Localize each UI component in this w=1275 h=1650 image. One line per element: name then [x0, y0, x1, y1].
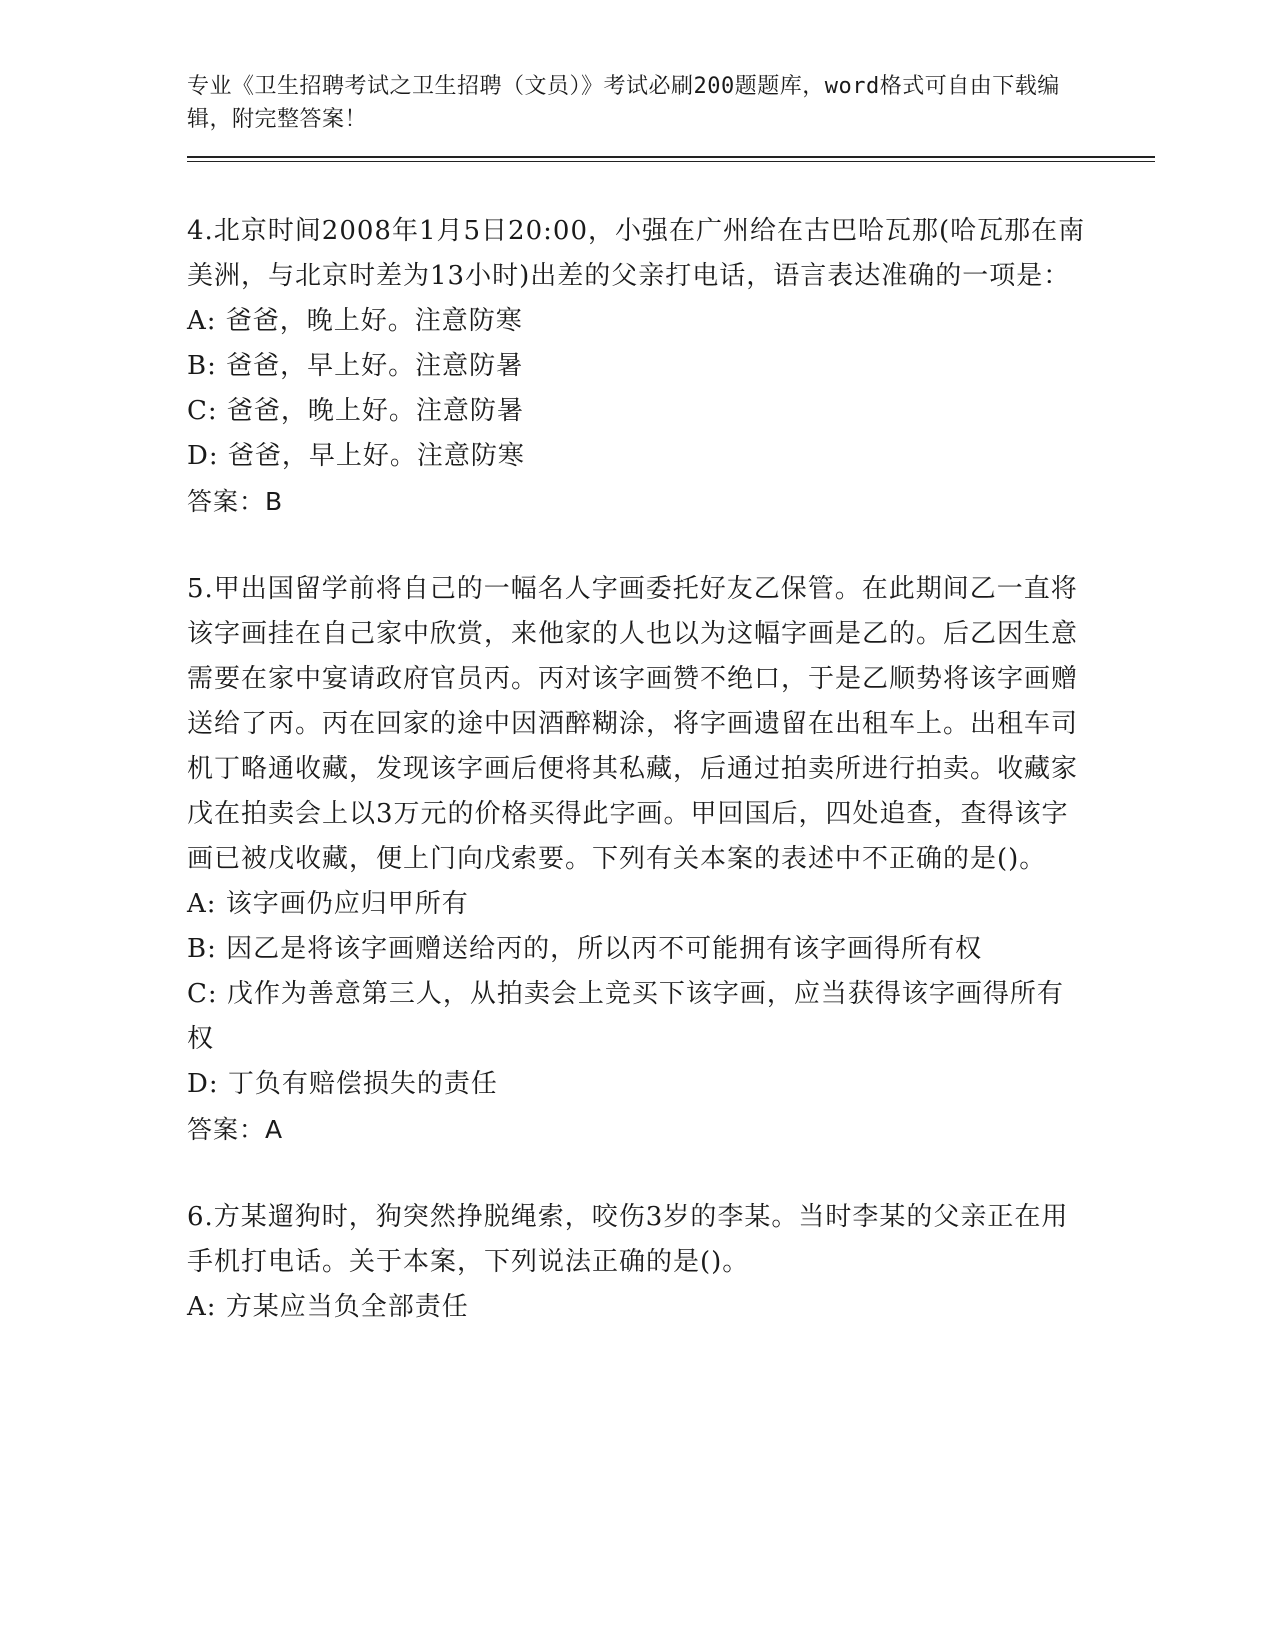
header-rule-thin	[187, 161, 1155, 162]
question-5-option-a: A: 该字画仍应归甲所有	[187, 889, 469, 919]
question-5-stem: 5.甲出国留学前将自己的一幅名人字画委托好友乙保管。在此期间乙一直将该字画挂在自己家中欣赏，来他家的人也以为这幅字画是乙的。后乙因生意需要在家中宴请政府官员丙。丙对该字画赞不绝口，于是乙顺势将该字画赠送给了丙。丙在回家的途中因酒醉糊涂，将字画遗留在出租车上。出租车司机丁略通收藏，发现该字画后便将其私藏，后通过拍卖所进行拍卖。收藏家戊在拍卖会上以3万元的价格买得此字画。甲回国后，四处追查，查得该字画已被戊收藏，便上门向戊索要。下列有关本案的表述中不正确的是()。	[187, 574, 1079, 874]
question-5-option-d: D: 丁负有赔偿损失的责任	[187, 1069, 498, 1099]
question-5-option-c: C: 戊作为善意第三人，从拍卖会上竞买下该字画，应当获得该字画得所有权	[187, 979, 1064, 1054]
question-4-option-b: B: 爸爸，早上好。注意防暑	[187, 351, 524, 381]
question-5-answer: 答案：A	[187, 1115, 284, 1144]
document-header: 专业《卫生招聘考试之卫生招聘（文员）》考试必刷200题题库，word格式可自由下载编辑，附完整答案！	[187, 74, 1060, 132]
question-6-option-a: A: 方某应当负全部责任	[187, 1292, 469, 1322]
header-rule-thick	[187, 156, 1155, 158]
question-4-option-a: A: 爸爸，晚上好。注意防寒	[187, 306, 523, 336]
question-4-answer: 答案：B	[187, 487, 284, 516]
question-4-option-d: D: 爸爸，早上好。注意防寒	[187, 441, 525, 471]
question-4-option-c: C: 爸爸，晚上好。注意防暑	[187, 396, 524, 426]
question-5-option-b: B: 因乙是将该字画赠送给丙的，所以丙不可能拥有该字画得所有权	[187, 934, 983, 964]
question-6-stem: 6.方某遛狗时，狗突然挣脱绳索，咬伤3岁的李某。当时李某的父亲正在用手机打电话。关于本案，下列说法正确的是()。	[187, 1202, 1069, 1277]
question-4-stem: 4.北京时间2008年1月5日20:00，小强在广州给在古巴哈瓦那(哈瓦那在南美洲，与北京时差为13小时)出差的父亲打电话，语言表达准确的一项是：	[187, 216, 1086, 291]
document-page	[187, 70, 1087, 1330]
